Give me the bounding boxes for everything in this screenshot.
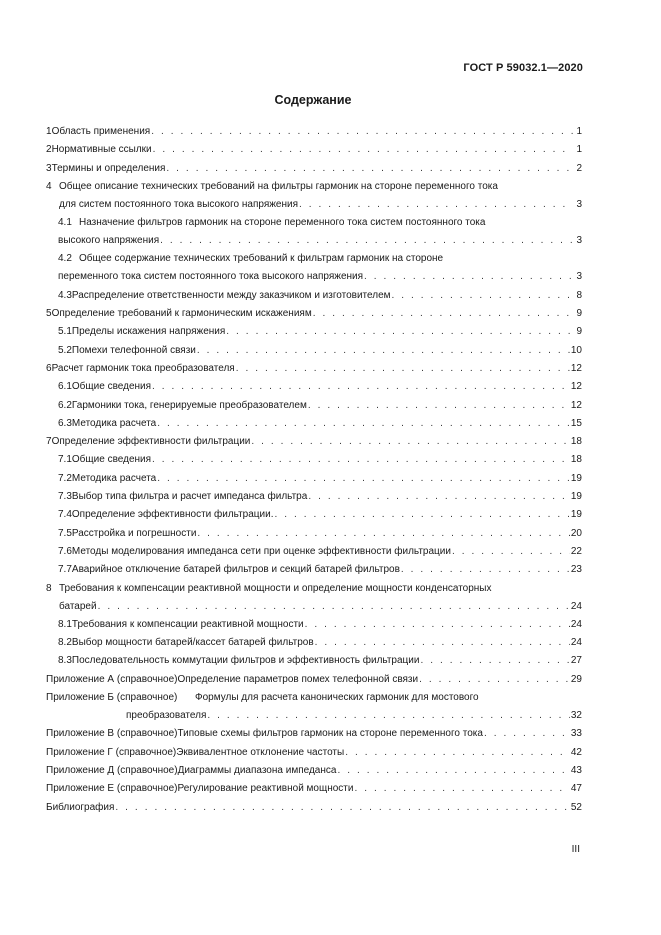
toc-entry[interactable] (46, 250, 582, 286)
toc-line (58, 488, 582, 506)
leader-dots (157, 470, 570, 488)
toc-entry-text: Регулирование реактивной мощности (177, 783, 354, 795)
toc-entry-text: Методика расчета (71, 472, 157, 484)
toc-entry[interactable] (46, 561, 582, 579)
toc-line (58, 525, 582, 543)
toc-entry[interactable] (46, 397, 582, 415)
toc-entry-text: для систем постоянного тока высокого напряжения (59, 198, 299, 210)
toc-entry-number: 4.2 (58, 253, 72, 265)
appendix-entry[interactable] (46, 780, 582, 798)
toc-entry[interactable] (46, 634, 582, 652)
toc-entry[interactable] (46, 543, 582, 561)
leader-dots (197, 342, 570, 360)
toc-entry-number: 7.7 (58, 564, 72, 576)
toc-entry-text: Требования к компенсации реактивной мощности и определение мощности конденсаторных (59, 582, 492, 594)
toc-entry-text: Требования к компенсации реактивной мощности (71, 618, 304, 630)
toc-entry-text: Типовые схемы фильтров гармоник на стороне переменного тока (177, 728, 483, 740)
toc-entry-text: батарей (59, 600, 97, 612)
toc-line (46, 671, 582, 689)
toc-line (58, 250, 582, 268)
toc-line (46, 689, 582, 707)
toc-entry-number: 4.1 (58, 217, 72, 229)
toc-entry-number: 7.3 (58, 491, 72, 503)
toc-entry[interactable] (46, 214, 582, 250)
toc-entry-text: Диаграммы диапазона импеданса (177, 764, 337, 776)
toc-page-number: 8 (576, 289, 582, 301)
toc-line (58, 397, 582, 415)
toc-entry[interactable] (46, 488, 582, 506)
toc-line (58, 616, 582, 634)
toc-entry-text: Расчет гармоник тока преобразователя (51, 362, 235, 374)
leader-dots (152, 451, 570, 469)
toc-line (46, 744, 582, 762)
toc-entry-text: Область применения (51, 126, 151, 137)
appendix-entry[interactable] (46, 671, 582, 689)
leader-dots (166, 160, 573, 178)
toc-page-number: 43 (570, 764, 582, 776)
toc-entry[interactable] (46, 287, 582, 305)
toc-page-number: 2 (576, 162, 582, 174)
toc-entry-number: 7.6 (58, 545, 72, 557)
toc-page-number: 12 (570, 381, 582, 393)
appendix-label: Приложение В (справочное) (46, 728, 178, 740)
leader-dots (153, 141, 573, 159)
leader-dots (236, 360, 570, 378)
toc-entry-text: Определение эффективности фильтрации. (71, 509, 274, 521)
toc-line (58, 287, 582, 305)
toc-line (58, 634, 582, 652)
toc-entry-number: 7.4 (58, 509, 72, 521)
leader-dots (152, 378, 570, 396)
bibliography-entry[interactable] (46, 799, 582, 817)
toc-line (46, 123, 582, 141)
toc-entry[interactable] (46, 323, 582, 341)
toc-line (46, 598, 582, 616)
toc-page-number: 27 (570, 655, 582, 667)
toc-line (46, 725, 582, 743)
leader-dots (315, 634, 570, 652)
toc-line (46, 433, 582, 451)
toc-entry[interactable] (46, 616, 582, 634)
toc-entry-number: 1 (46, 126, 52, 137)
toc-line (46, 707, 582, 725)
toc-entry-number: 5 (46, 308, 52, 320)
toc-page-number: 52 (570, 801, 582, 813)
toc-page-number: 3 (576, 235, 582, 247)
page-number: III (571, 844, 580, 855)
toc-entry[interactable] (46, 580, 582, 616)
document-code: ГОСТ Р 59032.1—2020 (463, 62, 583, 74)
leader-dots (226, 323, 573, 341)
toc-entry[interactable] (46, 433, 582, 451)
toc-line (46, 580, 582, 598)
toc-entry-number: 7 (46, 436, 52, 448)
toc-line (58, 652, 582, 670)
leader-dots (401, 561, 570, 579)
leader-dots (207, 707, 570, 725)
toc-entry[interactable] (46, 342, 582, 360)
toc-line (46, 160, 582, 178)
toc-entry-text: Определение требований к гармоническим искажениям (51, 308, 312, 320)
toc-entry[interactable] (46, 470, 582, 488)
appendix-entry[interactable] (46, 762, 582, 780)
toc-entry[interactable] (46, 451, 582, 469)
toc-line (46, 178, 582, 196)
leader-dots (364, 268, 573, 286)
toc-entry-text: преобразователя (126, 710, 207, 722)
toc-entry-number: 5.2 (58, 344, 72, 356)
leader-dots (313, 305, 573, 323)
appendix-label: Приложение Г (справочное) (46, 746, 177, 758)
toc-line (58, 323, 582, 341)
toc-page-number: 1 (576, 126, 582, 137)
toc-entry-number: 7.2 (58, 472, 72, 484)
leader-dots (251, 433, 570, 451)
toc-entry-text: Помехи телефонной связи (71, 344, 196, 356)
toc-page-number: 47 (570, 783, 582, 795)
toc-page-number: 3 (576, 271, 582, 283)
appendix-label: Приложение Б (справочное) (46, 692, 178, 704)
toc-entry-text: Назначение фильтров гармоник на стороне переменного тока систем постоянного тока (79, 217, 486, 229)
toc-entry-number: 7.5 (58, 527, 72, 539)
toc-page-number: 10 (570, 344, 582, 356)
leader-dots (299, 196, 573, 214)
toc-entry-number: 4 (46, 180, 52, 192)
toc-page-number: 18 (570, 454, 582, 466)
toc-line (58, 268, 582, 286)
toc-entry-text: Общее содержание технических требований к фильтрам гармоник на стороне (79, 253, 444, 265)
toc-entry-number: 2 (46, 144, 52, 156)
leader-dots (274, 506, 569, 524)
toc-line (46, 360, 582, 378)
toc-entry-text: Общие сведения (71, 454, 152, 466)
toc-entry[interactable] (46, 415, 582, 433)
toc-entry-number: 6.2 (58, 399, 72, 411)
toc-line (58, 232, 582, 250)
toc-entry-number: 5.1 (58, 326, 72, 338)
toc-line (46, 196, 582, 214)
toc-page-number: 9 (576, 308, 582, 320)
appendix-label: Приложение А (справочное) (46, 673, 178, 685)
toc-line (46, 305, 582, 323)
toc-entry-text: Последовательность коммутации фильтров и эффективность фильтрации (71, 655, 420, 667)
toc-page-number: 20 (570, 527, 582, 539)
toc-line (58, 470, 582, 488)
toc-page-number: 18 (570, 436, 582, 448)
toc-page-number: 22 (570, 545, 582, 557)
toc-page-number: 42 (570, 746, 582, 758)
toc-entry-number: 3 (46, 162, 52, 174)
leader-dots (308, 488, 570, 506)
toc-entry-number: 6.1 (58, 381, 72, 393)
toc-entry-number: 7.1 (58, 454, 72, 466)
toc-entry-number: 8.2 (58, 637, 72, 649)
toc-page-number: 32 (570, 710, 582, 722)
toc-entry-text: Распределение ответственности между заказчиком и изготовителем (71, 289, 391, 301)
toc-entry-text: Формулы для расчета канонических гармоник для мостового (195, 692, 479, 704)
toc-page-number: 33 (570, 728, 582, 740)
toc-title: Содержание (274, 93, 352, 107)
leader-dots (308, 397, 570, 415)
toc-entry-text: Расстройка и погрешности (71, 527, 197, 539)
appendix-label: Приложение Е (справочное) (46, 783, 178, 795)
toc-page-number: 19 (570, 472, 582, 484)
toc-page-number: 12 (570, 362, 582, 374)
leader-dots (115, 799, 569, 817)
toc-entry-text: Аварийное отключение батарей фильтров и секций батарей фильтров (71, 564, 400, 576)
leader-dots (392, 287, 573, 305)
toc-line (46, 799, 582, 817)
toc-entry-number: 8.3 (58, 655, 72, 667)
table-of-contents (46, 123, 582, 817)
toc-entry[interactable] (46, 305, 582, 323)
leader-dots (151, 123, 573, 141)
toc-page-number: 1 (576, 144, 582, 156)
toc-entry-text: Гармоники тока, генерируемые преобразователем (71, 399, 307, 411)
toc-entry[interactable] (46, 141, 582, 159)
toc-entry-text: Общее описание технических требований на фильтры гармоник на стороне переменного тока (59, 180, 498, 192)
leader-dots (345, 744, 570, 762)
toc-page-number: 24 (570, 600, 582, 612)
toc-line (58, 342, 582, 360)
toc-entry-text: Методика расчета (71, 417, 157, 429)
toc-line (58, 415, 582, 433)
appendix-entry[interactable] (46, 725, 582, 743)
leader-dots (484, 725, 570, 743)
toc-entry[interactable] (46, 178, 582, 214)
toc-page-number: 19 (570, 491, 582, 503)
toc-page-number: 3 (576, 198, 582, 210)
toc-entry-text: Нормативные ссылки (51, 144, 152, 156)
leader-dots (197, 525, 569, 543)
toc-entry-text: Выбор типа фильтра и расчет импеданса фильтра (71, 491, 308, 503)
leader-dots (420, 652, 569, 670)
appendix-entry[interactable] (46, 689, 582, 725)
toc-page-number: 24 (570, 637, 582, 649)
toc-entry-text: Определение параметров помех телефонной связи (177, 673, 419, 685)
leader-dots (157, 415, 570, 433)
toc-entry[interactable] (46, 506, 582, 524)
toc-entry-number: 6.3 (58, 417, 72, 429)
appendix-entry[interactable] (46, 744, 582, 762)
toc-entry[interactable] (46, 652, 582, 670)
toc-line (46, 141, 582, 159)
toc-line (58, 561, 582, 579)
leader-dots (452, 543, 570, 561)
toc-entry-number: 8 (46, 582, 52, 594)
toc-page-number: 9 (576, 326, 582, 338)
toc-entry-number: 6 (46, 362, 52, 374)
toc-entry-number: 4.3 (58, 289, 72, 301)
toc-entry-text: Библиография (46, 801, 115, 813)
toc-line (58, 543, 582, 561)
toc-page-number: 19 (570, 509, 582, 521)
toc-line (58, 451, 582, 469)
toc-page-number: 24 (570, 618, 582, 630)
toc-entry-text: высокого напряжения (58, 235, 160, 247)
toc-entry[interactable] (46, 525, 582, 543)
toc-line (46, 762, 582, 780)
toc-line (58, 378, 582, 396)
toc-entry-text: Пределы искажения напряжения (71, 326, 226, 338)
toc-entry-text: переменного тока систем постоянного тока высокого напряжения (58, 271, 364, 283)
toc-entry-text: Термины и определения (51, 162, 166, 174)
toc-page-number: 29 (570, 673, 582, 685)
toc-entry[interactable] (46, 360, 582, 378)
toc-entry-text: Общие сведения (71, 381, 152, 393)
leader-dots (305, 616, 570, 634)
toc-entry-text: Эквивалентное отклонение частоты (176, 746, 345, 758)
toc-entry[interactable] (46, 123, 582, 141)
toc-entry-text: Методы моделирования импеданса сети при оценке эффективности фильтрации (71, 545, 451, 557)
toc-line (58, 506, 582, 524)
toc-entry[interactable] (46, 378, 582, 396)
leader-dots (419, 671, 570, 689)
toc-entry-text: Определение эффективности фильтрации (51, 436, 251, 448)
toc-page-number: 23 (570, 564, 582, 576)
toc-entry-text: Выбор мощности батарей/кассет батарей фильтров (71, 637, 314, 649)
toc-entry[interactable] (46, 160, 582, 178)
appendix-label: Приложение Д (справочное) (46, 764, 178, 776)
leader-dots (354, 780, 569, 798)
toc-page-number: 12 (570, 399, 582, 411)
leader-dots (98, 598, 570, 616)
toc-page-number: 15 (570, 417, 582, 429)
toc-line (46, 780, 582, 798)
leader-dots (337, 762, 569, 780)
toc-entry-number: 8.1 (58, 618, 72, 630)
leader-dots (160, 232, 573, 250)
toc-line (58, 214, 582, 232)
